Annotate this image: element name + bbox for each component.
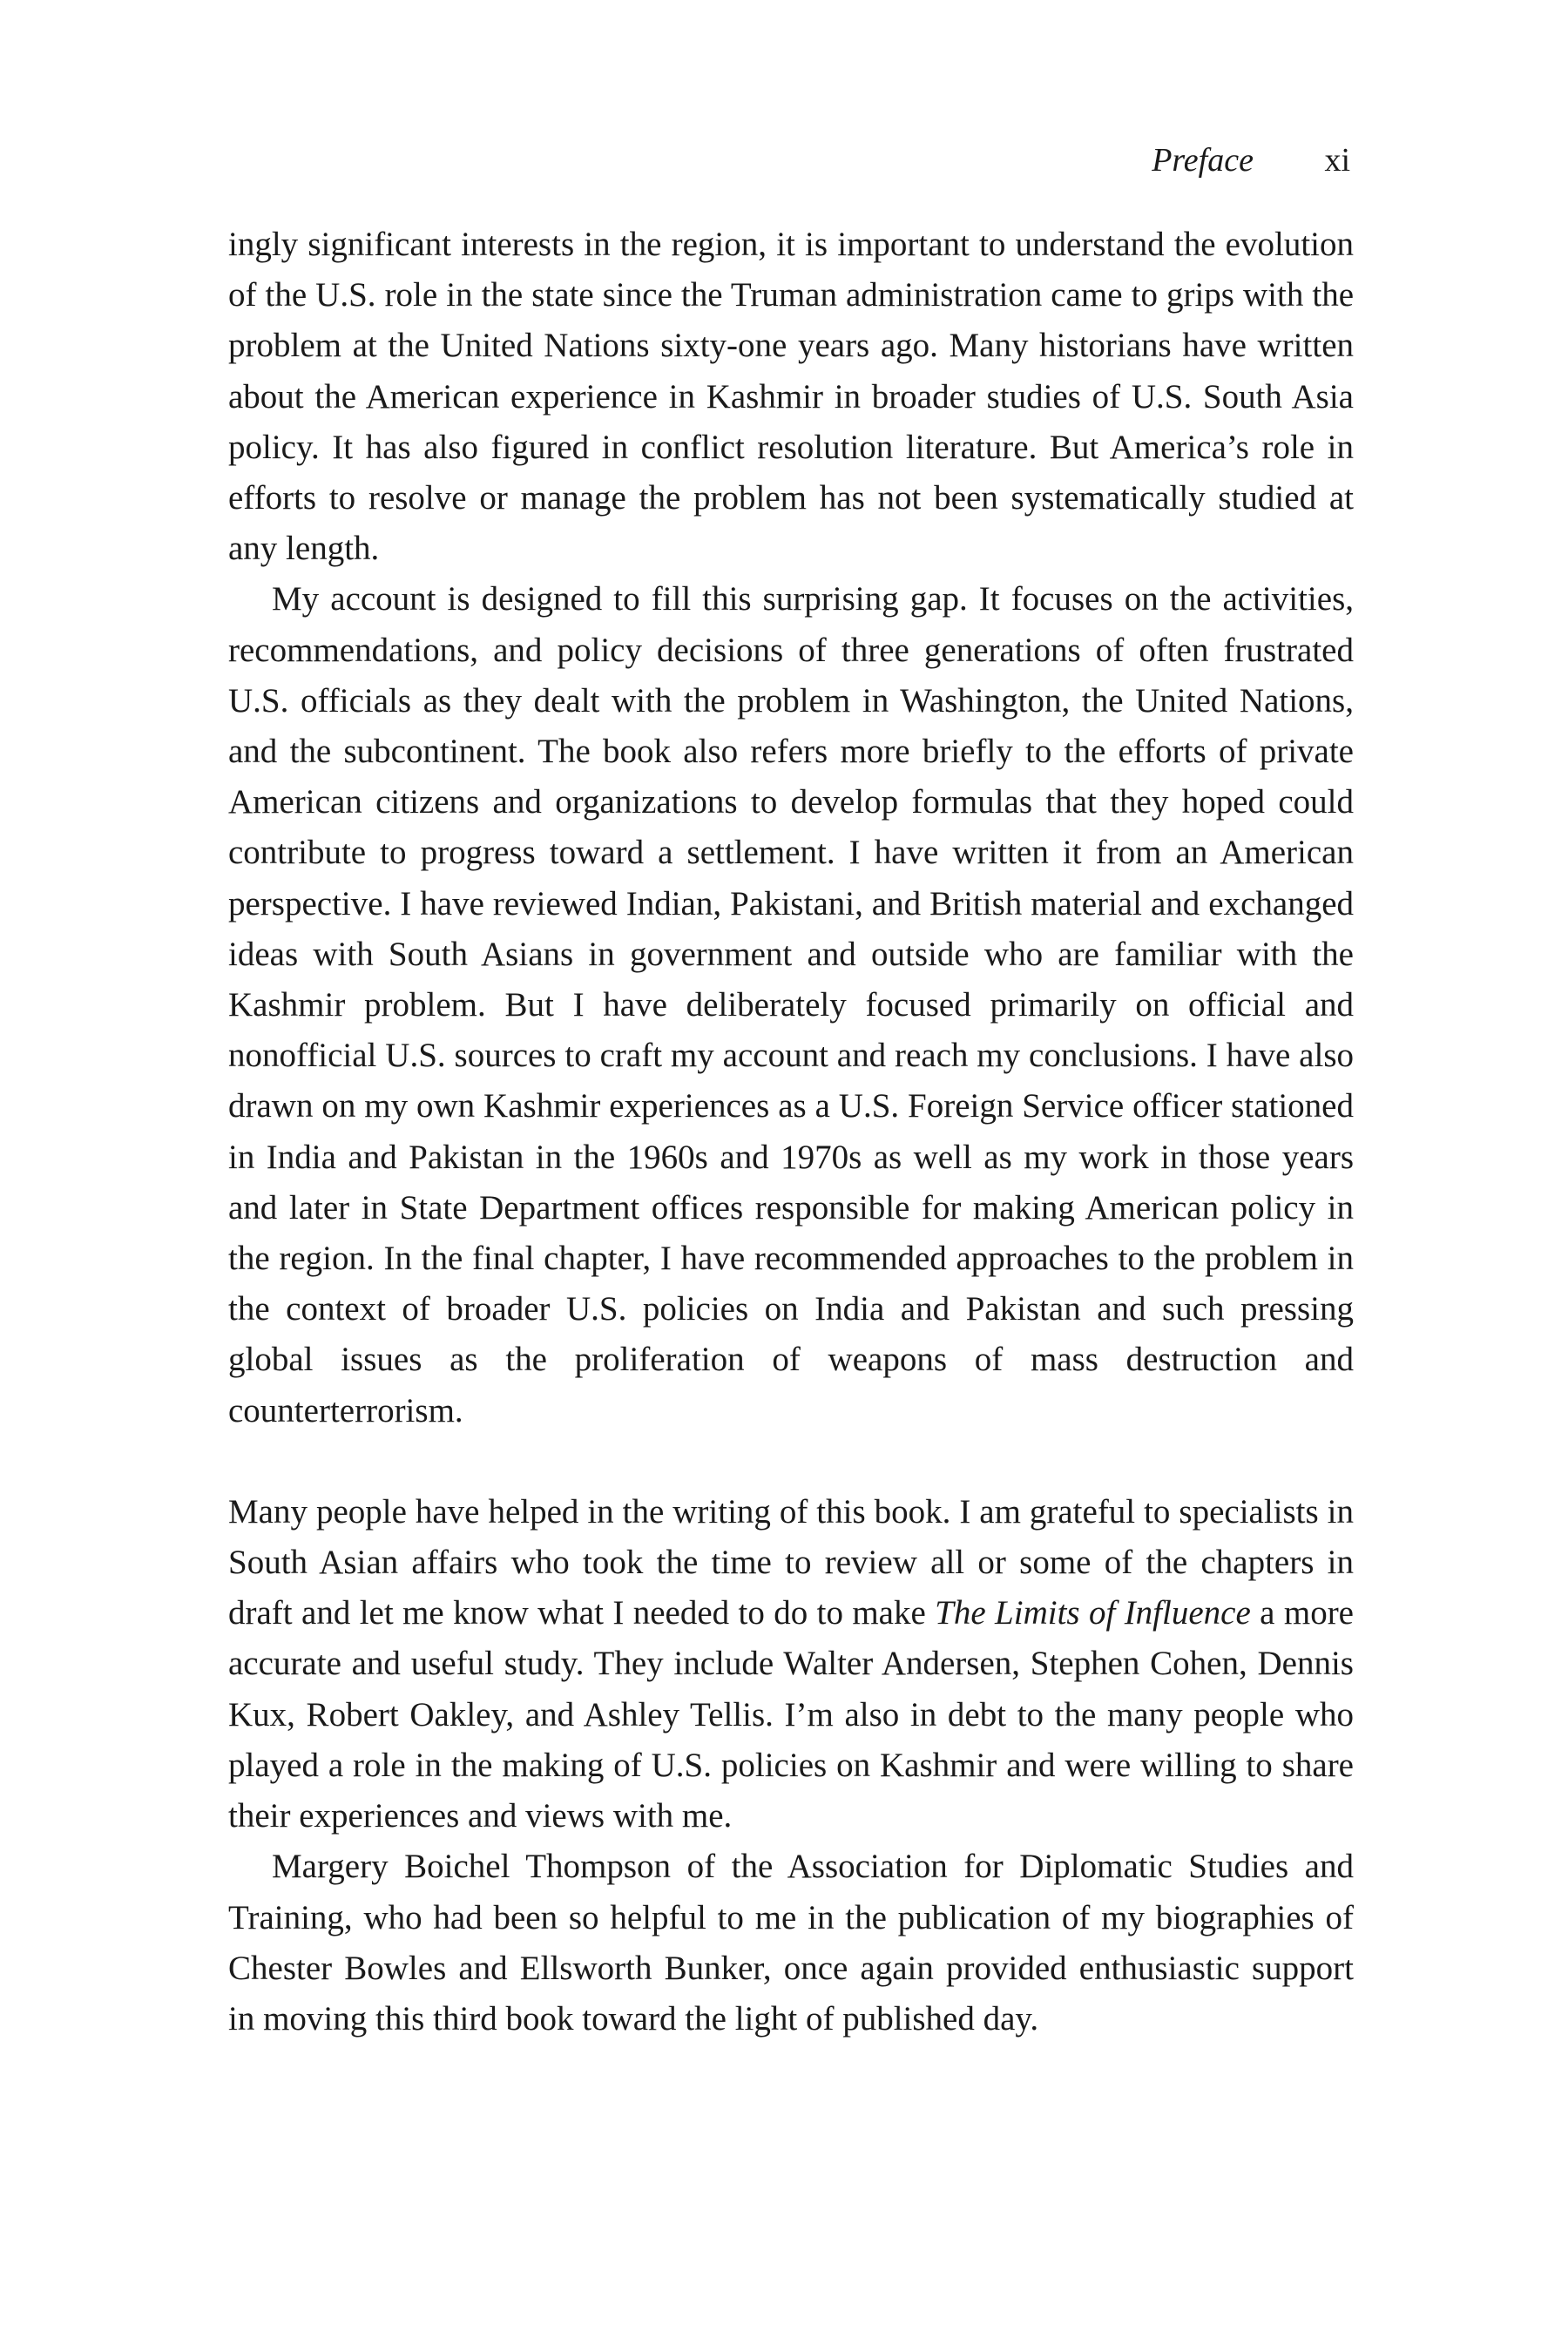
page-number: xi (1324, 142, 1350, 179)
body-text (228, 220, 1354, 2044)
acknowledgments-text-after: a more accurate and useful study. They include Walter Andersen, Stephen Cohen, Dennis Kux, Robert Oakley, and Ashley Tellis. I’m also in debt to the many people who played a role in the making of U.S. policies on Kashmir and were willing to share their experiences and views with me. (228, 1594, 1354, 1835)
paragraph-thompson: Margery Boichel Thompson of the Association for Diplomatic Studies and Training, who had been so helpful to me in the publication of my biographies of Chester Bowles and Ellsworth Bunker, once again provided enthusiastic support in moving this third book toward the light of published day. (228, 1848, 1354, 2038)
running-head (1152, 139, 1350, 181)
running-head-section: Preface (1152, 142, 1254, 179)
paragraph-acknowledgments (228, 1487, 1354, 1842)
book-title: The Limits of Influence (935, 1594, 1251, 1632)
paragraph-continued: ingly significant interests in the region, it is important to understand the evolution of the U.S. role in the state since the Truman administration came to grips with the problem at the United Nations sixty-one years ago. Many historians have written about the American experience in Kashmir in broader studies of U.S. South Asia policy. It has also figured in conflict resolution literature. But America’s role in efforts to resolve or manage the problem has not been systematically studied at any length. (228, 226, 1354, 568)
acknowledgments-text-before: Many people have helped in the writing of this book. I am grateful to specialists in South Asian affairs who took the time to review all or some of the chapters in draft and let me know what I needed to do to make (228, 1492, 1354, 1632)
paragraph-account: My account is designed to fill this surprising gap. It focuses on the activities, recommendations, and policy decisions of three generations of often frustrated U.S. officials as they dealt with the problem in Washington, the United Nations, and the subcontinent. The book also refers more briefly to the efforts of private American citizens and organizations to develop formulas that they hoped could contribute to progress toward a settlement. I have written it from an American perspective. I have reviewed Indian, Pakistani, and British material and exchanged ideas with South Asians in government and outside who are familiar with the Kashmir problem. But I have deliberately focused primarily on official and nonofficial U.S. sources to craft my account and reach my conclusions. I have also drawn on my own Kashmir experiences as a U.S. Foreign Service officer stationed in India and Pakistan in the 1960s and 1970s as well as my work in those years and later in State Department offices responsible for making American policy in the region. In the final chapter, I have recommended approaches to the problem in the context of broader U.S. policies on India and Pakistan and such pressing global issues as the proliferation of weapons of mass destruction and counterterrorism. (228, 580, 1354, 1429)
